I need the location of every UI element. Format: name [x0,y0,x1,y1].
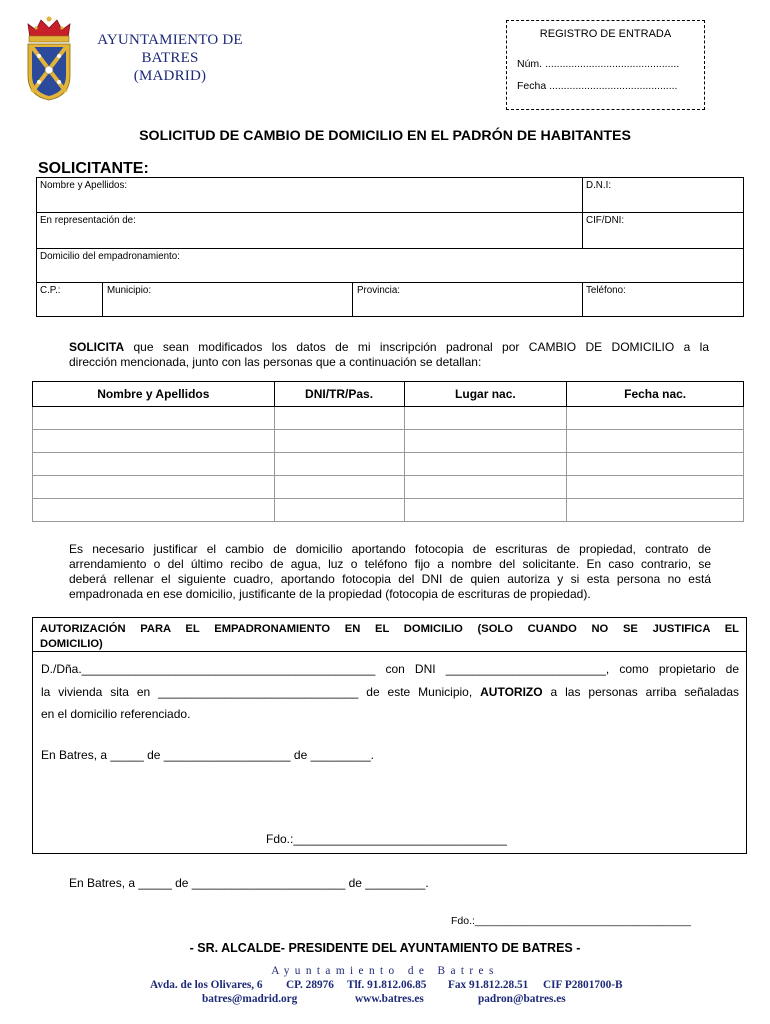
table-row [33,476,744,499]
table-cell[interactable] [567,430,744,453]
registro-fecha-field[interactable]: Fecha ............................................ [517,80,678,92]
form-divider [37,212,743,213]
table-cell[interactable] [33,453,275,476]
ayuntamiento-line: (MADRID) [133,68,207,84]
autorizacion-line: en el domicilio referenciado. [41,707,191,721]
form-divider [37,282,743,283]
page-title: SOLICITUD DE CAMBIO DE DOMICILIO EN EL PADRÓN DE HABITANTES [139,128,631,144]
autorizacion-title-line: AUTORIZACIÓN PARA EL EMPADRONAMIENTO EN EL DOMICILIO (SOLO CUANDO NO SE JUSTIFICA EL [40,623,739,635]
solicita-line: dirección mencionada, junto con las personas que a continuación se detallan: [69,355,482,369]
registro-title: REGISTRO DE ENTRADA [539,28,672,40]
table-cell[interactable] [404,453,567,476]
autorizacion-text: la vivienda sita en ______________________________ de este Municipio, [41,685,481,699]
autorizo-keyword: AUTORIZO [480,685,543,699]
footer-address: Avda. de los Olivares, 6 [150,979,263,991]
solicita-line [69,340,709,355]
footer-ayuntamiento: Ayuntamiento de Batres [271,965,499,977]
table-cell[interactable] [274,407,404,430]
registro-entrada-box [506,20,705,110]
solicita-keyword: SOLICITA [69,340,125,354]
table-cell[interactable] [33,476,275,499]
table-cell[interactable] [404,476,567,499]
autorizacion-line[interactable] [41,685,739,699]
autorizacion-firma[interactable]: Fdo.:________________________________ [266,832,507,846]
persons-table [32,381,744,522]
autorizacion-line[interactable]: D./Dña.____________________________________________ con DNI ________________________, como propietario de [41,662,739,676]
footer-phone: Tlf. 91.812.06.85 [347,979,427,991]
justificar-line: Es necesario justificar el cambio de domicilio aportando fotocopia de escrituras de propiedad, contrato de [69,542,711,556]
footer-email[interactable]: batres@madrid.org [202,993,298,1005]
table-header-row [33,382,744,407]
autorizacion-title-line: DOMICILIO) [40,638,103,650]
table-cell[interactable] [404,407,567,430]
table-cell[interactable] [567,407,744,430]
autorizacion-title [40,622,739,652]
municipio-field[interactable]: Municipio: [107,285,152,296]
column-header: DNI/TR/Pas. [274,382,404,407]
form-divider [352,282,353,317]
table-cell[interactable] [404,430,567,453]
footer-cif: CIF P2801700-B [543,979,623,991]
table-cell[interactable] [33,499,275,522]
solicita-paragraph [69,340,709,370]
solicita-text: que sean modificados los datos de mi inscripción padronal por CAMBIO DE DOMICILIO a la [124,340,709,354]
coat-of-arms-logo [24,14,74,102]
column-header: Lugar nac. [404,382,567,407]
form-divider [102,282,103,317]
cif-dni-field[interactable]: CIF/DNI: [586,215,625,226]
table-cell[interactable] [567,499,744,522]
nombre-apellidos-field[interactable]: Nombre y Apellidos: [40,180,128,191]
justificar-paragraph [69,542,711,602]
domicilio-field[interactable]: Domicilio del empadronamiento: [40,251,180,262]
solicitante-form [36,177,744,317]
dni-field[interactable]: D.N.I: [586,180,612,191]
form-divider [37,248,743,249]
ayuntamiento-line: BATRES [141,50,199,66]
ayuntamiento-name [80,31,260,85]
cp-field[interactable]: C.P.: [40,285,61,296]
footer-email-padron[interactable]: padron@batres.es [478,993,566,1005]
table-cell[interactable] [274,430,404,453]
table-row [33,453,744,476]
fecha-line[interactable]: En Batres, a _____ de _______________________ de _________. [69,876,429,890]
footer-website[interactable]: www.batres.es [355,993,424,1005]
solicitante-heading: SOLICITANTE: [38,160,149,177]
table-cell[interactable] [274,476,404,499]
autorizacion-text: a las personas arriba señaladas [542,685,740,699]
justificar-line: deberá rellenar el siguiente cuadro, aportando fotocopia del DNI de quien autoriza y si esta persona no está [69,572,711,586]
table-cell[interactable] [404,499,567,522]
table-row [33,430,744,453]
column-header: Fecha nac. [567,382,744,407]
table-cell[interactable] [33,430,275,453]
telefono-field[interactable]: Teléfono: [586,285,626,296]
table-row [33,499,744,522]
table-cell[interactable] [567,453,744,476]
table-cell[interactable] [567,476,744,499]
table-cell[interactable] [274,499,404,522]
table-cell[interactable] [33,407,275,430]
autorizacion-divider [33,651,746,652]
ayuntamiento-line: AYUNTAMIENTO DE [97,32,243,48]
alcalde-title: - SR. ALCALDE- PRESIDENTE DEL AYUNTAMIENTO DE BATRES - [189,941,581,955]
column-header: Nombre y Apellidos [33,382,275,407]
form-divider [582,178,583,248]
autorizacion-box [32,617,747,854]
justificar-line: empadronada en ese domicilio, justificante de la propiedad (fotocopia de escrituras de propiedad). [69,587,591,601]
representacion-field[interactable]: En representación de: [40,215,136,226]
justificar-line: arrendamiento o del último recibo de agua, luz o teléfono fijo a nombre del solicitante. En caso contrario, se [69,557,711,571]
provincia-field[interactable]: Provincia: [357,285,401,296]
table-cell[interactable] [274,453,404,476]
form-divider [582,282,583,317]
footer-cp: CP. 28976 [286,979,334,991]
footer-fax: Fax 91.812.28.51 [448,979,529,991]
autorizacion-fecha[interactable]: En Batres, a _____ de ___________________ de _________. [41,748,374,762]
registro-num-field[interactable]: Núm. .............................................. [517,58,680,70]
table-row [33,407,744,430]
firma-line[interactable]: Fdo.:_____________________________________ [451,915,691,927]
